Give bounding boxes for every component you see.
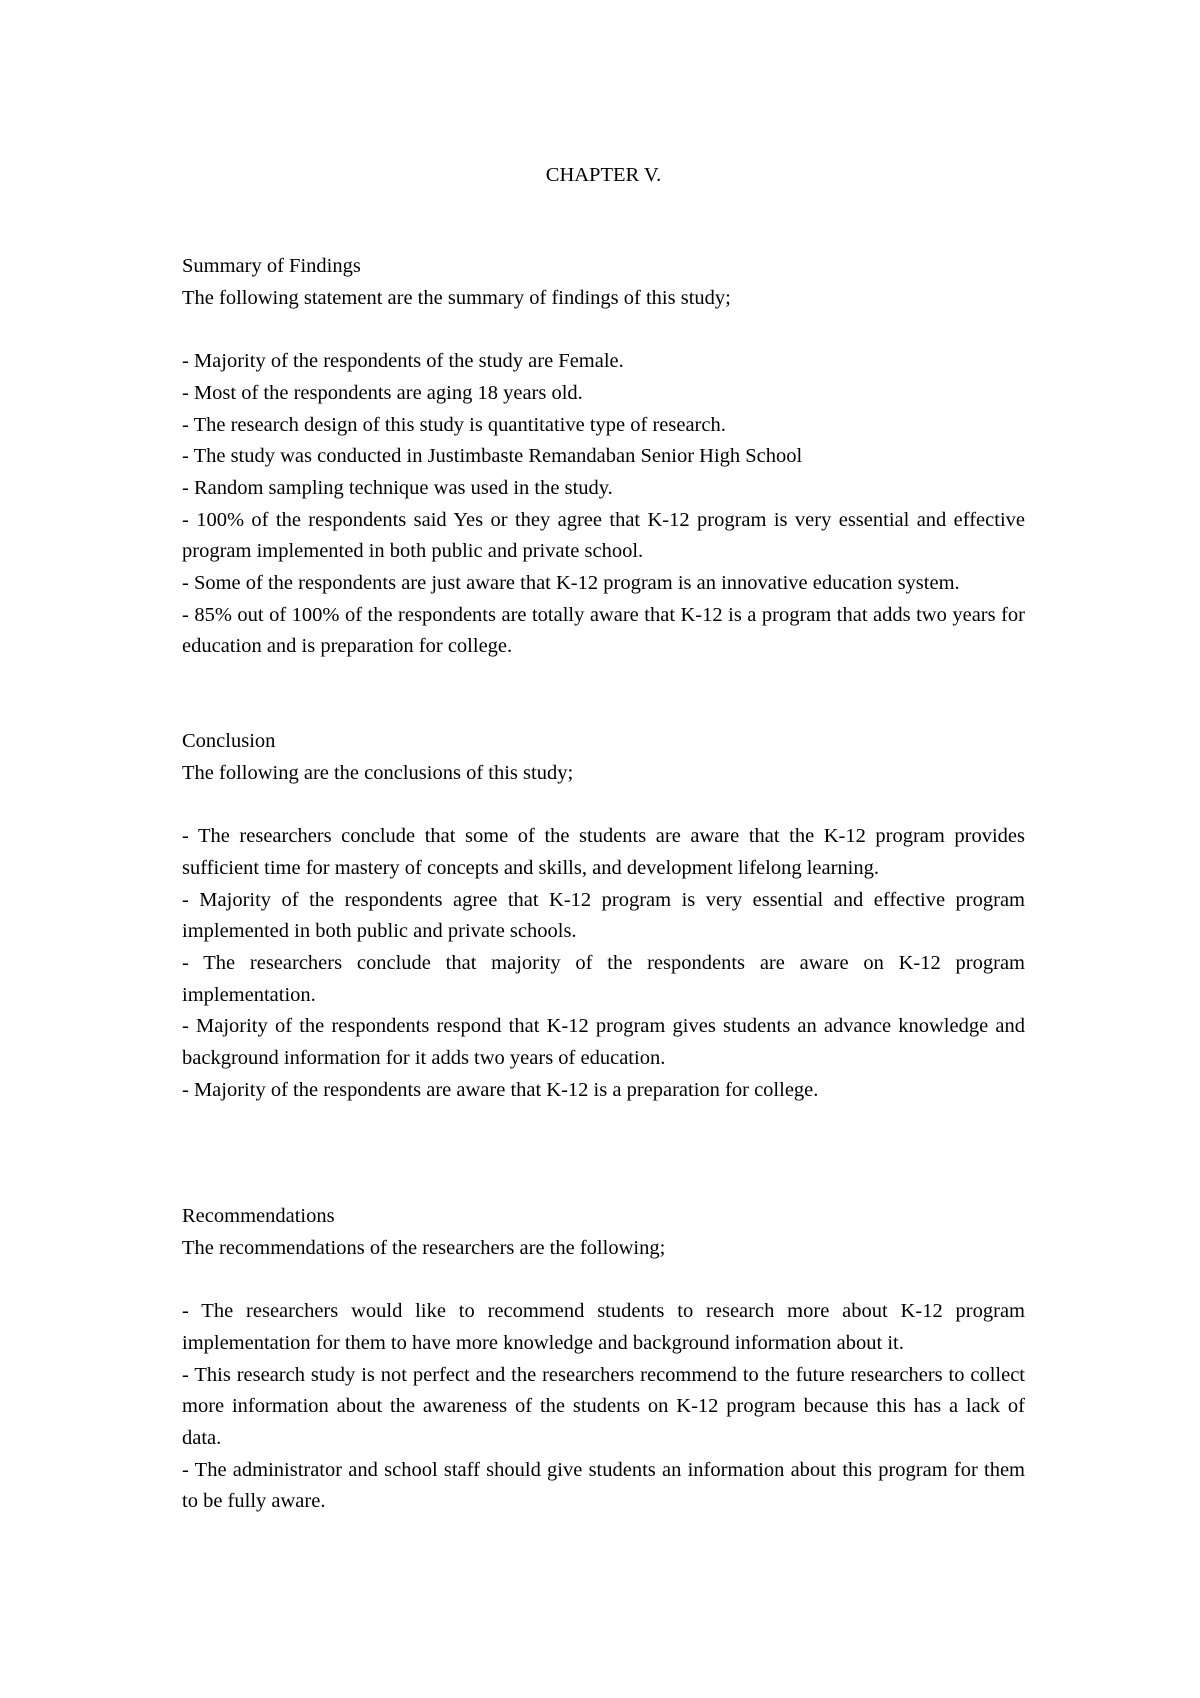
findings-heading: Summary of Findings bbox=[182, 255, 361, 277]
findings-item: - Some of the respondents are just aware that K-12 program is an innovative education system. bbox=[182, 572, 960, 595]
findings-item: - 100% of the respondents said Yes or they agree that K-12 program is very essential and effective program implemented in both public and private school. bbox=[182, 508, 1025, 563]
recommendations-heading: Recommendations bbox=[182, 1205, 335, 1227]
chapter-title: CHAPTER V. bbox=[545, 164, 662, 186]
conclusion-item: - Majority of the respondents are aware that K-12 is a preparation for college. bbox=[182, 1078, 819, 1101]
spacer bbox=[182, 1264, 1025, 1296]
recommendations-item: - The administrator and school staff should give students an information about this program for them to be fully aware. bbox=[182, 1458, 1025, 1513]
conclusion-item: - The researchers conclude that majority of the respondents are aware on K-12 program implementation. bbox=[182, 951, 1025, 1006]
spacer bbox=[182, 314, 1025, 346]
findings-item: - The study was conducted in Justimbaste Remandaban Senior High School bbox=[182, 445, 803, 468]
summary-of-findings-section bbox=[182, 251, 1025, 663]
findings-item: - Random sampling technique was used in the study. bbox=[182, 476, 613, 499]
findings-item: - Majority of the respondents of the study are Female. bbox=[182, 350, 624, 373]
recommendations-intro: The recommendations of the researchers are the following; bbox=[182, 1236, 666, 1259]
findings-intro: The following statement are the summary of findings of this study; bbox=[182, 286, 731, 309]
conclusion-heading: Conclusion bbox=[182, 730, 276, 752]
conclusion-item: - The researchers conclude that some of the students are aware that the K-12 program provides sufficient time for mastery of concepts and skills, and development lifelong learning. bbox=[182, 825, 1025, 879]
recommendations-item: - This research study is not perfect and the researchers recommend to the future researchers to collect more information about the awareness of the students on K-12 program because this has a lack of data. bbox=[182, 1363, 1025, 1449]
findings-item: - 85% out of 100% of the respondents are totally aware that K-12 is a program that adds two years for education and is preparation for college. bbox=[182, 603, 1025, 658]
conclusion-item: - Majority of the respondents respond that K-12 program gives students an advance knowledge and background information for it adds two years of education. bbox=[182, 1015, 1025, 1070]
conclusion-item: - Majority of the respondents agree that K-12 program is very essential and effective program implemented in both public and private schools. bbox=[182, 888, 1025, 943]
recommendations-section bbox=[182, 1201, 1025, 1518]
spacer bbox=[182, 789, 1025, 821]
findings-item: - Most of the respondents are aging 18 years old. bbox=[182, 381, 583, 404]
conclusion-section bbox=[182, 726, 1025, 1106]
recommendations-item: - The researchers would like to recommend students to research more about K-12 program implementation for them to have more knowledge and background information about it. bbox=[182, 1300, 1025, 1354]
findings-item: - The research design of this study is quantitative type of research. bbox=[182, 413, 726, 436]
conclusion-intro: The following are the conclusions of this study; bbox=[182, 761, 574, 784]
